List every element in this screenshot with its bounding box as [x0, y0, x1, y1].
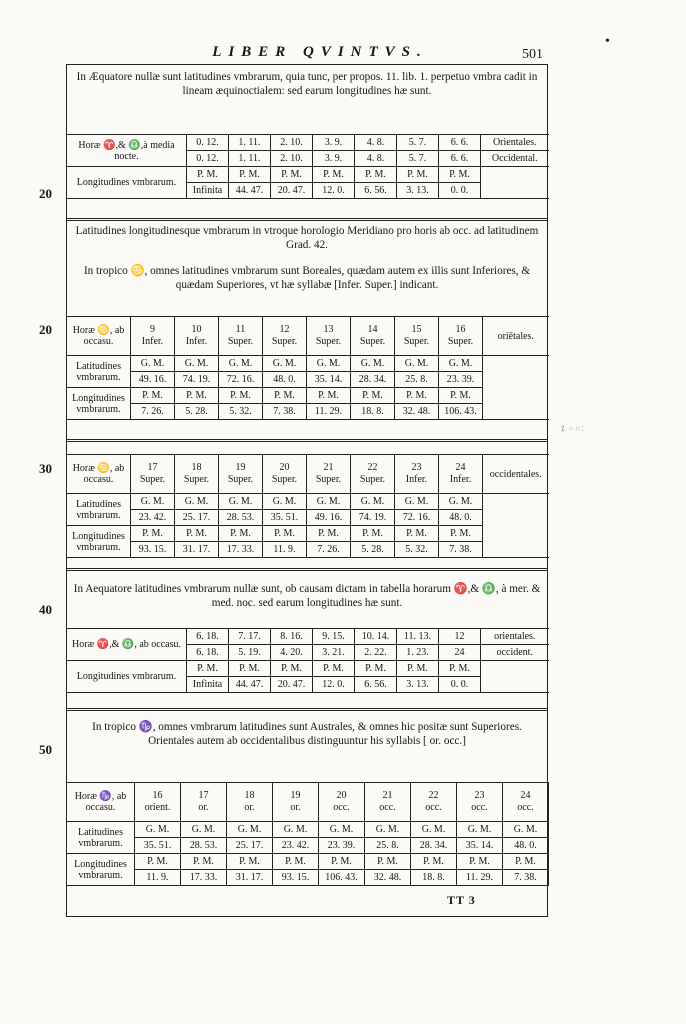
table-cell: 8. 16. — [271, 629, 313, 645]
margin-number: 30 — [39, 461, 52, 476]
cancer-table-a — [66, 316, 549, 420]
table-cell: 6. 6. — [439, 135, 481, 151]
hour-cell — [319, 783, 365, 822]
table-cell: 9. 15. — [313, 629, 355, 645]
hour-tag: Super. — [315, 336, 342, 347]
table-cell: G. M. — [319, 822, 365, 838]
rule-bottom — [66, 916, 548, 917]
table-cell: P. M. — [219, 388, 263, 404]
table-cell: 6. 18. — [187, 645, 229, 661]
table-cell: P. M. — [397, 167, 439, 183]
hour-number: 18 — [244, 790, 255, 801]
margin-number: 20 — [39, 186, 52, 201]
section-heading: Latitudines longitudinesque vmbrarum in vtroque horologio Meridiano pro horis ab occ. ad latitudinem Grad. 42. — [75, 225, 539, 251]
table-cell: 24 — [439, 645, 481, 661]
hour-tag: Super. — [359, 336, 386, 347]
table-cell: P. M. — [273, 854, 319, 870]
hour-tag: or. — [290, 802, 301, 813]
hour-number: 23 — [411, 462, 422, 473]
hour-tag: Super. — [447, 336, 474, 347]
table-cell: 1. 11. — [229, 135, 271, 151]
hour-number: 18 — [191, 462, 202, 473]
table-cell: G. M. — [131, 356, 175, 372]
table-cell: P. M. — [395, 526, 439, 542]
corner-mark: • — [605, 34, 610, 49]
hour-number: 20 — [279, 462, 290, 473]
hours-label: Horæ ♈,& ♎, ab occasu. — [67, 629, 187, 661]
section-paragraph: In tropico ♑, omnes vmbrarum latitudines sunt Australes, & omnes hic positæ sunt Superiores. Orientales autem ab occidentalibus distinguuntur his syllabis [ or. occ.] — [92, 721, 522, 747]
hour-tag: Infer. — [405, 474, 428, 485]
hour-cell — [307, 455, 351, 494]
empty-cell — [481, 167, 549, 199]
table-cell: 11. 29. — [307, 404, 351, 420]
table-cell: 20. 47. — [271, 677, 313, 693]
hours-label: Horæ ♋, ab occasu. — [67, 317, 131, 356]
table-cell: G. M. — [219, 494, 263, 510]
hour-number: 16 — [455, 324, 466, 335]
hour-number: 14 — [367, 324, 378, 335]
section-paragraph: In tropico ♋, omnes latitudines vmbrarum sunt Boreales, quædam autem ex illis sunt Inferiores, & quædam Superiores, vt hæ syllabæ [Infer. Super.] indicant. — [83, 265, 531, 291]
table-cell: Infinita — [187, 183, 229, 199]
hour-tag: Super. — [227, 474, 254, 485]
intro-paragraph: In Æquatore nullæ sunt latitudines vmbrarum, quia tunc, per propos. 11. lib. 1. perpetuo vmbra cadit in lineam æquinoctialem: sed earum longitudines hæ sunt. — [76, 71, 538, 97]
table-cell: 28. 53. — [219, 510, 263, 526]
table-cell: 5. 7. — [397, 135, 439, 151]
empty-cell — [483, 494, 549, 558]
table-cell: 49. 16. — [131, 372, 175, 388]
table-cell: 25. 17. — [227, 838, 273, 854]
hour-number: 21 — [382, 790, 393, 801]
table-cell: 11. 13. — [397, 629, 439, 645]
table-cell: 6. 56. — [355, 677, 397, 693]
hour-cell — [457, 783, 503, 822]
table-cell: P. M. — [229, 661, 271, 677]
running-title: LIBER QVINTVS. — [212, 44, 428, 60]
hour-number: 15 — [411, 324, 422, 335]
table-cell: 12. 0. — [313, 677, 355, 693]
table-cell: P. M. — [187, 661, 229, 677]
table-cell: G. M. — [395, 494, 439, 510]
row-label: Longitudines vmbrarum. — [67, 388, 131, 420]
hour-number: 23 — [474, 790, 485, 801]
rule-divider — [66, 708, 548, 711]
table-cell: P. M. — [439, 661, 481, 677]
margin-number: 20 — [39, 322, 52, 337]
hours-label: Horæ ♋, ab occasu. — [67, 455, 131, 494]
table-cell: P. M. — [313, 167, 355, 183]
hour-tag: occ. — [379, 802, 396, 813]
table-cell: 106. 43. — [319, 870, 365, 886]
table-cell: P. M. — [365, 854, 411, 870]
hour-cell — [439, 317, 483, 356]
table-cell: 31. 17. — [227, 870, 273, 886]
hour-cell — [219, 317, 263, 356]
hour-cell — [351, 455, 395, 494]
row-label: Longitudines vmbrarum. — [67, 854, 135, 886]
table-cell: 11. 9. — [135, 870, 181, 886]
table-cell: G. M. — [351, 494, 395, 510]
hour-tag: occ. — [471, 802, 488, 813]
table-cell: 6. 56. — [355, 183, 397, 199]
hour-cell — [219, 455, 263, 494]
table-cell: G. M. — [439, 356, 483, 372]
table-cell: 49. 16. — [307, 510, 351, 526]
hours-label: Horæ ♑, ab occasu. — [67, 783, 135, 822]
table-cell: G. M. — [175, 356, 219, 372]
hour-cell — [175, 455, 219, 494]
hour-cell — [395, 455, 439, 494]
table-cell: P. M. — [457, 854, 503, 870]
margin-number: 40 — [39, 602, 52, 617]
table-cell: P. M. — [397, 661, 439, 677]
equator-midnight-table — [66, 134, 549, 199]
hour-tag: Infer. — [141, 336, 164, 347]
hour-number: 21 — [323, 462, 334, 473]
hour-tag: occ. — [517, 802, 534, 813]
rule-divider — [66, 568, 548, 571]
table-cell: 20. 47. — [271, 183, 313, 199]
table-cell: P. M. — [395, 388, 439, 404]
table-cell: P. M. — [175, 526, 219, 542]
table-cell: 18. 8. — [351, 404, 395, 420]
row-label: Longitudines vmbrarum. — [67, 167, 187, 199]
margin-number: 50 — [39, 742, 52, 757]
hour-cell — [365, 783, 411, 822]
table-cell: 48. 0. — [263, 372, 307, 388]
table-cell: G. M. — [131, 494, 175, 510]
hour-tag: Super. — [271, 474, 298, 485]
table-cell: 5. 28. — [175, 404, 219, 420]
table-cell: 7. 26. — [307, 542, 351, 558]
table-cell: 17. 33. — [219, 542, 263, 558]
table-cell: 5. 7. — [397, 151, 439, 167]
table-cell: 5. 19. — [229, 645, 271, 661]
hour-cell — [351, 317, 395, 356]
table-cell: P. M. — [135, 854, 181, 870]
table-cell: G. M. — [175, 494, 219, 510]
hour-cell — [411, 783, 457, 822]
hour-number: 22 — [428, 790, 439, 801]
hour-tag: or. — [244, 802, 255, 813]
table-cell: G. M. — [181, 822, 227, 838]
table-cell: 28. 34. — [411, 838, 457, 854]
table-cell: 23. 42. — [131, 510, 175, 526]
table-cell: 35. 14. — [307, 372, 351, 388]
hour-cell — [503, 783, 549, 822]
equator-sunset-table — [66, 628, 549, 693]
table-cell: G. M. — [503, 822, 549, 838]
table-cell: 4. 8. — [355, 151, 397, 167]
table-cell: P. M. — [263, 388, 307, 404]
table-cell: 7. 38. — [503, 870, 549, 886]
side-label: Orientales. — [481, 135, 549, 151]
table-cell: 74. 19. — [175, 372, 219, 388]
table-cell: 25. 17. — [175, 510, 219, 526]
side-label: occident. — [481, 645, 549, 661]
table-cell: 1. 11. — [229, 151, 271, 167]
hour-cell — [181, 783, 227, 822]
table-cell: G. M. — [307, 494, 351, 510]
hour-tag: orient. — [144, 802, 171, 813]
table-cell: P. M. — [411, 854, 457, 870]
rule-divider — [66, 439, 548, 442]
hour-number: 17 — [147, 462, 158, 473]
table-cell: 48. 0. — [439, 510, 483, 526]
hour-tag: Super. — [139, 474, 166, 485]
side-label: occidentales. — [483, 455, 549, 494]
table-cell: G. M. — [263, 494, 307, 510]
table-cell: 1. 23. — [397, 645, 439, 661]
table-cell: 74. 19. — [351, 510, 395, 526]
section-paragraph: In Aequatore latitudines vmbrarum nullæ sunt, ob causam dictam in tabella horarum ♈,& ♎, à mer. & med. noc. sed earum longitudines hæ sunt. — [73, 583, 541, 609]
table-cell: 48. 0. — [503, 838, 549, 854]
table-cell: 3. 9. — [313, 135, 355, 151]
table-cell: 0. 12. — [187, 151, 229, 167]
table-cell: 0. 0. — [439, 677, 481, 693]
empty-cell — [481, 661, 549, 693]
table-cell: P. M. — [355, 661, 397, 677]
hour-number: 13 — [323, 324, 334, 335]
hour-tag: Super. — [271, 336, 298, 347]
table-cell: P. M. — [313, 661, 355, 677]
hour-cell — [175, 317, 219, 356]
cancer-table-b — [66, 454, 549, 558]
rule-top — [66, 64, 548, 65]
table-cell: P. M. — [439, 526, 483, 542]
table-cell: 72. 16. — [219, 372, 263, 388]
hour-number: 11 — [235, 324, 246, 335]
table-cell: 18. 8. — [411, 870, 457, 886]
hour-tag: Infer. — [185, 336, 208, 347]
table-cell: 2. 10. — [271, 151, 313, 167]
hour-tag: Super. — [315, 474, 342, 485]
hour-tag: Super. — [403, 336, 430, 347]
table-cell: 5. 32. — [219, 404, 263, 420]
table-cell: G. M. — [227, 822, 273, 838]
table-cell: 23. 42. — [273, 838, 319, 854]
table-cell: 32. 48. — [365, 870, 411, 886]
hour-cell — [227, 783, 273, 822]
hour-cell — [395, 317, 439, 356]
table-cell: G. M. — [135, 822, 181, 838]
row-label: Latitudines vmbrarum. — [67, 356, 131, 388]
hour-number: 16 — [152, 790, 163, 801]
hour-tag: occ. — [333, 802, 350, 813]
table-cell: 5. 28. — [351, 542, 395, 558]
table-cell: 3. 9. — [313, 151, 355, 167]
hour-cell — [135, 783, 181, 822]
table-cell: 11. 9. — [263, 542, 307, 558]
table-cell: 106. 43. — [439, 404, 483, 420]
table-cell: P. M. — [439, 388, 483, 404]
hour-number: 24 — [520, 790, 531, 801]
stray-marks: ⁒ ⁘⁙⁚ — [561, 425, 585, 433]
table-cell: 2. 22. — [355, 645, 397, 661]
table-cell: 35. 51. — [135, 838, 181, 854]
hour-cell — [263, 317, 307, 356]
table-cell: 3. 21. — [313, 645, 355, 661]
table-cell: P. M. — [503, 854, 549, 870]
hour-tag: or. — [198, 802, 209, 813]
table-cell: P. M. — [271, 661, 313, 677]
capricorn-table — [66, 782, 549, 886]
table-cell: 35. 14. — [457, 838, 503, 854]
hour-number: 20 — [336, 790, 347, 801]
table-cell: 44. 47. — [229, 183, 271, 199]
hour-tag: occ. — [425, 802, 442, 813]
table-cell: 23. 39. — [319, 838, 365, 854]
hour-cell — [131, 455, 175, 494]
table-cell: 10. 14. — [355, 629, 397, 645]
hour-cell — [307, 317, 351, 356]
table-cell: 0. 0. — [439, 183, 481, 199]
table-cell: 2. 10. — [271, 135, 313, 151]
table-cell: P. M. — [181, 854, 227, 870]
table-cell: 7. 17. — [229, 629, 271, 645]
hour-number: 12 — [279, 324, 290, 335]
table-cell: 7. 38. — [263, 404, 307, 420]
table-cell: P. M. — [227, 854, 273, 870]
table-cell: G. M. — [395, 356, 439, 372]
hour-number: 10 — [191, 324, 202, 335]
table-cell: P. M. — [351, 526, 395, 542]
table-cell: 23. 39. — [439, 372, 483, 388]
table-cell: 25. 8. — [365, 838, 411, 854]
table-cell: G. M. — [439, 494, 483, 510]
table-cell: 17. 33. — [181, 870, 227, 886]
hour-tag: Infer. — [449, 474, 472, 485]
table-cell: 93. 15. — [131, 542, 175, 558]
hour-tag: Super. — [227, 336, 254, 347]
hour-tag: Super. — [359, 474, 386, 485]
table-cell: 11. 29. — [457, 870, 503, 886]
table-cell: P. M. — [319, 854, 365, 870]
table-cell: 25. 8. — [395, 372, 439, 388]
row-label: Latitudines vmbrarum. — [67, 822, 135, 854]
side-label: Occidental. — [481, 151, 549, 167]
table-cell: 28. 53. — [181, 838, 227, 854]
table-cell: G. M. — [219, 356, 263, 372]
table-cell: 93. 15. — [273, 870, 319, 886]
hour-number: 9 — [150, 324, 155, 335]
page-number: 501 — [522, 47, 543, 62]
table-cell: P. M. — [307, 388, 351, 404]
row-label: Longitudines vmbrarum. — [67, 526, 131, 558]
table-cell: 4. 20. — [271, 645, 313, 661]
table-cell: 6. 6. — [439, 151, 481, 167]
side-label: orientales. — [481, 629, 549, 645]
table-cell: 35. 51. — [263, 510, 307, 526]
table-cell: P. M. — [187, 167, 229, 183]
hours-label: Horæ ♈,& ♎,à media nocte. — [67, 135, 187, 167]
hour-number: 22 — [367, 462, 378, 473]
table-cell: 5. 32. — [395, 542, 439, 558]
table-cell: 3. 13. — [397, 677, 439, 693]
table-cell: P. M. — [131, 388, 175, 404]
table-cell: 7. 26. — [131, 404, 175, 420]
table-cell: 28. 34. — [351, 372, 395, 388]
table-cell: 31. 17. — [175, 542, 219, 558]
hour-number: 19 — [290, 790, 301, 801]
table-cell: 6. 18. — [187, 629, 229, 645]
hour-number: 17 — [198, 790, 209, 801]
table-cell: 7. 38. — [439, 542, 483, 558]
table-cell: 32. 48. — [395, 404, 439, 420]
table-cell: P. M. — [219, 526, 263, 542]
table-cell: 12. 0. — [313, 183, 355, 199]
hour-cell — [131, 317, 175, 356]
table-cell: P. M. — [351, 388, 395, 404]
table-cell: 3. 13. — [397, 183, 439, 199]
table-cell: P. M. — [229, 167, 271, 183]
table-cell: G. M. — [365, 822, 411, 838]
table-cell: 12 — [439, 629, 481, 645]
rule-divider — [66, 218, 548, 221]
table-cell: P. M. — [131, 526, 175, 542]
hour-cell — [273, 783, 319, 822]
table-cell: G. M. — [411, 822, 457, 838]
empty-cell — [483, 356, 549, 420]
table-cell: 0. 12. — [187, 135, 229, 151]
row-label: Longitudines vmbrarum. — [67, 661, 187, 693]
table-cell: P. M. — [175, 388, 219, 404]
table-cell: 44. 47. — [229, 677, 271, 693]
hour-cell — [263, 455, 307, 494]
row-label: Latitudines vmbrarum. — [67, 494, 131, 526]
table-cell: G. M. — [457, 822, 503, 838]
table-cell: P. M. — [271, 167, 313, 183]
table-cell: P. M. — [263, 526, 307, 542]
hour-number: 24 — [455, 462, 466, 473]
table-cell: Infinita — [187, 677, 229, 693]
signature-mark: TT 3 — [447, 893, 476, 907]
table-cell: 72. 16. — [395, 510, 439, 526]
hour-tag: Super. — [183, 474, 210, 485]
side-label: oriētales. — [483, 317, 549, 356]
table-cell: P. M. — [307, 526, 351, 542]
table-cell: G. M. — [263, 356, 307, 372]
table-cell: G. M. — [307, 356, 351, 372]
table-cell: 4. 8. — [355, 135, 397, 151]
hour-number: 19 — [235, 462, 246, 473]
table-cell: P. M. — [439, 167, 481, 183]
table-cell: G. M. — [351, 356, 395, 372]
table-cell: P. M. — [355, 167, 397, 183]
hour-cell — [439, 455, 483, 494]
table-cell: G. M. — [273, 822, 319, 838]
